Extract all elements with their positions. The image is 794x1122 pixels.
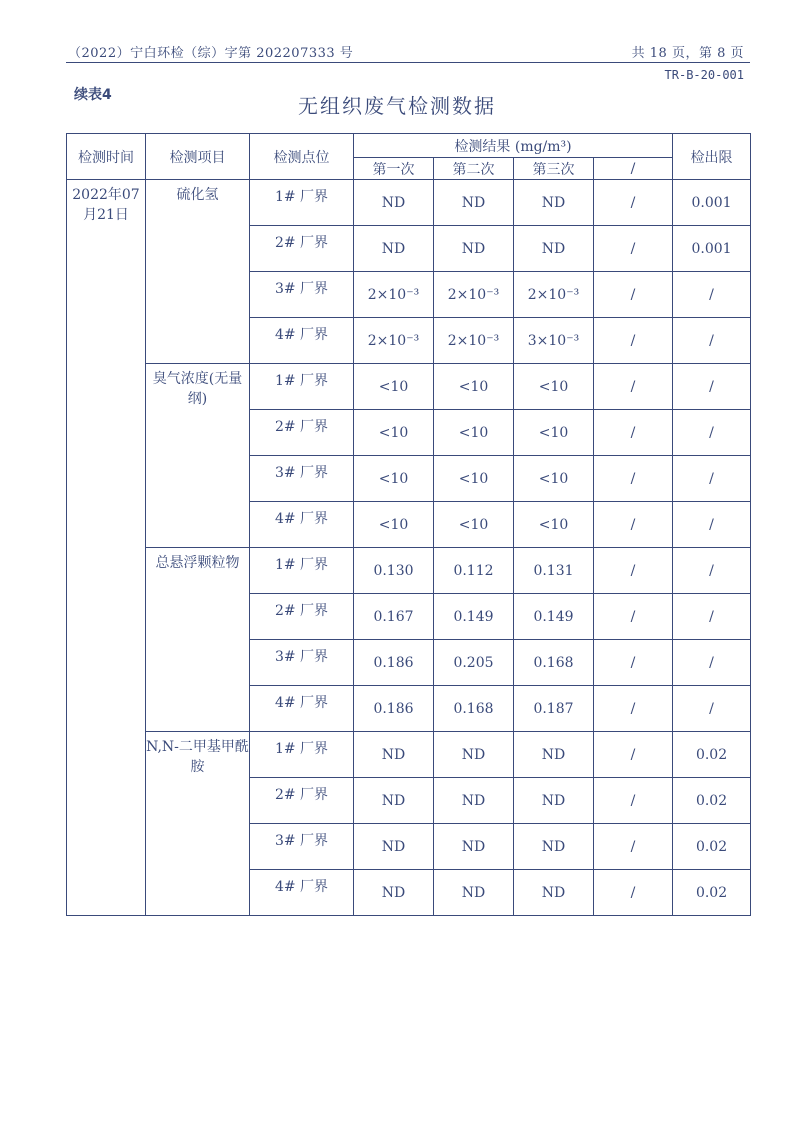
header-divider	[66, 62, 750, 63]
result-round-3: 0.168	[514, 640, 594, 686]
table-row	[67, 364, 751, 410]
result-round-3: ND	[514, 226, 594, 272]
test-point: 2# 厂界	[250, 778, 354, 824]
detection-limit: /	[673, 686, 751, 732]
test-point: 3# 厂界	[250, 640, 354, 686]
detection-limit: 0.001	[673, 180, 751, 226]
result-round-2: 2×10⁻³	[434, 272, 514, 318]
result-round-4: /	[594, 732, 673, 778]
result-round-3: <10	[514, 456, 594, 502]
result-round-1: ND	[354, 226, 434, 272]
result-round-2: 2×10⁻³	[434, 318, 514, 364]
result-round-4: /	[594, 548, 673, 594]
result-round-1: <10	[354, 456, 434, 502]
test-point: 4# 厂界	[250, 318, 354, 364]
result-round-2: 0.168	[434, 686, 514, 732]
table-row	[67, 732, 751, 778]
test-point: 4# 厂界	[250, 502, 354, 548]
table-row	[67, 548, 751, 594]
result-round-2: <10	[434, 364, 514, 410]
header-round-4: /	[594, 158, 673, 180]
result-round-1: ND	[354, 778, 434, 824]
result-round-2: ND	[434, 226, 514, 272]
header-round-2: 第二次	[434, 158, 514, 180]
detection-limit: 0.001	[673, 226, 751, 272]
result-round-2: <10	[434, 456, 514, 502]
detection-limit: /	[673, 272, 751, 318]
result-round-1: 2×10⁻³	[354, 318, 434, 364]
result-round-1: <10	[354, 502, 434, 548]
result-round-1: 0.186	[354, 640, 434, 686]
result-round-1: ND	[354, 180, 434, 226]
test-point: 1# 厂界	[250, 548, 354, 594]
detection-limit: 0.02	[673, 778, 751, 824]
test-point: 2# 厂界	[250, 594, 354, 640]
detection-limit: 0.02	[673, 824, 751, 870]
result-round-4: /	[594, 502, 673, 548]
result-round-4: /	[594, 594, 673, 640]
form-code: TR-B-20-001	[664, 68, 744, 82]
detection-limit: 0.02	[673, 870, 751, 916]
continued-table-label: 续表4	[74, 87, 112, 103]
header-test-point: 检测点位	[250, 134, 354, 180]
result-round-3: 0.187	[514, 686, 594, 732]
test-point: 1# 厂界	[250, 180, 354, 226]
result-round-1: 2×10⁻³	[354, 272, 434, 318]
detection-limit: /	[673, 548, 751, 594]
header-test-time: 检测时间	[67, 134, 146, 180]
result-round-1: <10	[354, 410, 434, 456]
result-round-3: 0.149	[514, 594, 594, 640]
result-round-4: /	[594, 640, 673, 686]
result-round-3: 0.131	[514, 548, 594, 594]
detection-limit: 0.02	[673, 732, 751, 778]
result-round-2: ND	[434, 778, 514, 824]
test-point: 3# 厂界	[250, 272, 354, 318]
result-round-3: ND	[514, 732, 594, 778]
result-round-4: /	[594, 272, 673, 318]
test-point: 3# 厂界	[250, 824, 354, 870]
test-point: 2# 厂界	[250, 226, 354, 272]
result-round-4: /	[594, 870, 673, 916]
result-round-4: /	[594, 180, 673, 226]
result-round-1: 0.167	[354, 594, 434, 640]
table-row	[67, 180, 751, 226]
result-round-3: ND	[514, 870, 594, 916]
detection-limit: /	[673, 410, 751, 456]
result-round-1: ND	[354, 732, 434, 778]
result-round-2: ND	[434, 824, 514, 870]
result-round-4: /	[594, 410, 673, 456]
result-round-3: ND	[514, 180, 594, 226]
header-round-1: 第一次	[354, 158, 434, 180]
test-item: 硫化氢	[146, 180, 250, 364]
test-point: 4# 厂界	[250, 686, 354, 732]
test-item: 总悬浮颗粒物	[146, 548, 250, 732]
result-round-3: ND	[514, 824, 594, 870]
result-round-3: <10	[514, 502, 594, 548]
header-detection-limit: 检出限	[673, 134, 751, 180]
result-round-2: <10	[434, 502, 514, 548]
test-point: 3# 厂界	[250, 456, 354, 502]
result-round-1: 0.130	[354, 548, 434, 594]
detection-limit: /	[673, 318, 751, 364]
result-round-4: /	[594, 318, 673, 364]
detection-limit: /	[673, 594, 751, 640]
result-round-3: 3×10⁻³	[514, 318, 594, 364]
result-round-2: <10	[434, 410, 514, 456]
result-round-2: ND	[434, 870, 514, 916]
result-round-4: /	[594, 824, 673, 870]
page-info: 共 18 页，第 8 页	[631, 46, 744, 61]
detection-limit: /	[673, 364, 751, 410]
result-round-4: /	[594, 778, 673, 824]
test-point: 1# 厂界	[250, 732, 354, 778]
result-round-2: ND	[434, 180, 514, 226]
result-round-2: ND	[434, 732, 514, 778]
test-point: 1# 厂界	[250, 364, 354, 410]
header-round-3: 第三次	[514, 158, 594, 180]
result-round-2: 0.112	[434, 548, 514, 594]
result-round-3: ND	[514, 778, 594, 824]
test-date: 2022年07月21日	[67, 180, 146, 916]
result-round-3: <10	[514, 410, 594, 456]
detection-limit: /	[673, 502, 751, 548]
report-number: （2022）宁白环检（综）字第 202207333 号	[68, 46, 354, 61]
detection-limit: /	[673, 640, 751, 686]
detection-limit: /	[673, 456, 751, 502]
result-round-3: 2×10⁻³	[514, 272, 594, 318]
result-round-1: <10	[354, 364, 434, 410]
result-round-2: 0.205	[434, 640, 514, 686]
test-point: 4# 厂界	[250, 870, 354, 916]
result-round-1: ND	[354, 824, 434, 870]
result-round-4: /	[594, 364, 673, 410]
test-item: 臭气浓度(无量纲)	[146, 364, 250, 548]
test-item: N,N-二甲基甲酰胺	[146, 732, 250, 916]
result-round-4: /	[594, 226, 673, 272]
result-round-1: ND	[354, 870, 434, 916]
page-title: 无组织废气检测数据	[298, 94, 496, 118]
result-round-4: /	[594, 456, 673, 502]
result-round-1: 0.186	[354, 686, 434, 732]
header-test-result: 检测结果 (mg/m³)	[354, 134, 673, 158]
test-point: 2# 厂界	[250, 410, 354, 456]
results-table	[66, 133, 751, 916]
result-round-3: <10	[514, 364, 594, 410]
result-round-4: /	[594, 686, 673, 732]
header-test-item: 检测项目	[146, 134, 250, 180]
result-round-2: 0.149	[434, 594, 514, 640]
